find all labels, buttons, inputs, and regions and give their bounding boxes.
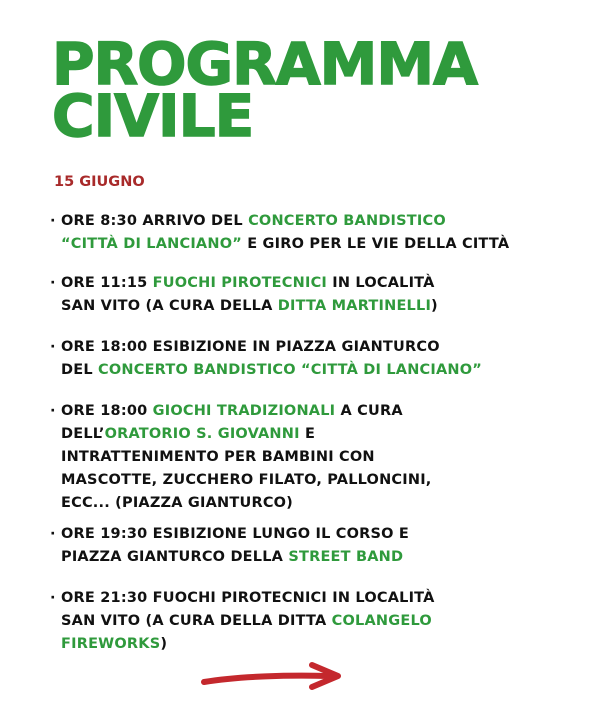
event-text-segment: DELL’ <box>61 426 105 442</box>
highlight-text: COLANGELO <box>331 613 432 629</box>
event-text-segment: ORE 19:30 ESIBIZIONE LUNGO IL CORSO E <box>61 526 410 542</box>
page-title <box>52 30 477 150</box>
highlight-text: FIREWORKS <box>61 636 161 652</box>
event-text-segment: SAN VITO (A CURA DELLA <box>61 298 278 314</box>
event-text-segment: MASCOTTE, ZUCCHERO FILATO, PALLONCINI, <box>61 472 432 488</box>
title-line-1: PROGRAMMA <box>52 30 477 98</box>
bullet-icon: · <box>50 403 56 419</box>
event-text-segment: ORE 21:30 FUOCHI PIROTECNICI IN LOCALITÀ <box>61 590 435 606</box>
event-text <box>50 272 570 318</box>
event-item <box>50 587 570 656</box>
bullet-icon: · <box>50 590 56 606</box>
bullet-icon: · <box>50 339 56 355</box>
event-text-segment: E <box>299 426 316 442</box>
event-text-segment: ORE 18:00 ESIBIZIONE IN PIAZZA GIANTURCO <box>61 339 440 355</box>
event-text-segment: IN LOCALITÀ <box>327 275 435 291</box>
highlight-text: CONCERTO BANDISTICO <box>248 213 446 229</box>
event-text-segment: ECC... (PIAZZA GIANTURCO) <box>61 495 294 511</box>
event-item <box>50 210 570 256</box>
event-text <box>50 336 570 382</box>
highlight-text: STREET BAND <box>288 549 404 565</box>
event-text-segment: ORE 18:00 <box>61 403 153 419</box>
event-item <box>50 523 570 569</box>
event-text-segment: INTRATTENIMENTO PER BAMBINI CON <box>61 449 375 465</box>
event-date: 15 GIUGNO <box>54 174 145 190</box>
highlight-text: GIOCHI TRADIZIONALI <box>152 403 336 419</box>
highlight-text: ORATORIO S. GIOVANNI <box>104 426 300 442</box>
event-text-segment: PIAZZA GIANTURCO DELLA <box>61 549 289 565</box>
event-text <box>50 523 570 569</box>
event-text-segment: ) <box>431 298 438 314</box>
event-text-segment: A CURA <box>335 403 403 419</box>
bullet-icon: · <box>50 275 56 291</box>
event-text-segment: SAN VITO (A CURA DELLA DITTA <box>61 613 332 629</box>
event-text <box>50 587 570 656</box>
event-text-segment: ) <box>160 636 168 652</box>
bullet-icon: · <box>50 213 56 229</box>
event-text-segment: DEL <box>61 362 99 378</box>
event-text <box>50 400 570 515</box>
event-item <box>50 272 570 318</box>
event-item <box>50 336 570 382</box>
event-text-segment: E GIRO PER LE VIE DELLA CITTÀ <box>241 236 510 252</box>
bullet-icon: · <box>50 526 56 542</box>
highlight-text: DITTA MARTINELLI <box>277 298 432 314</box>
event-text-segment: ORE 11:15 <box>61 275 153 291</box>
highlight-text: “CITTÀ DI LANCIANO” <box>61 236 242 252</box>
right-arrow-icon <box>200 660 345 690</box>
title-line-2: CIVILE <box>52 82 254 150</box>
highlight-text: CONCERTO BANDISTICO “CITTÀ DI LANCIANO” <box>98 362 482 378</box>
event-text-segment: ORE 8:30 ARRIVO DEL <box>61 213 249 229</box>
event-text <box>50 210 570 256</box>
highlight-text: FUOCHI PIROTECNICI <box>152 275 327 291</box>
event-item <box>50 400 570 515</box>
